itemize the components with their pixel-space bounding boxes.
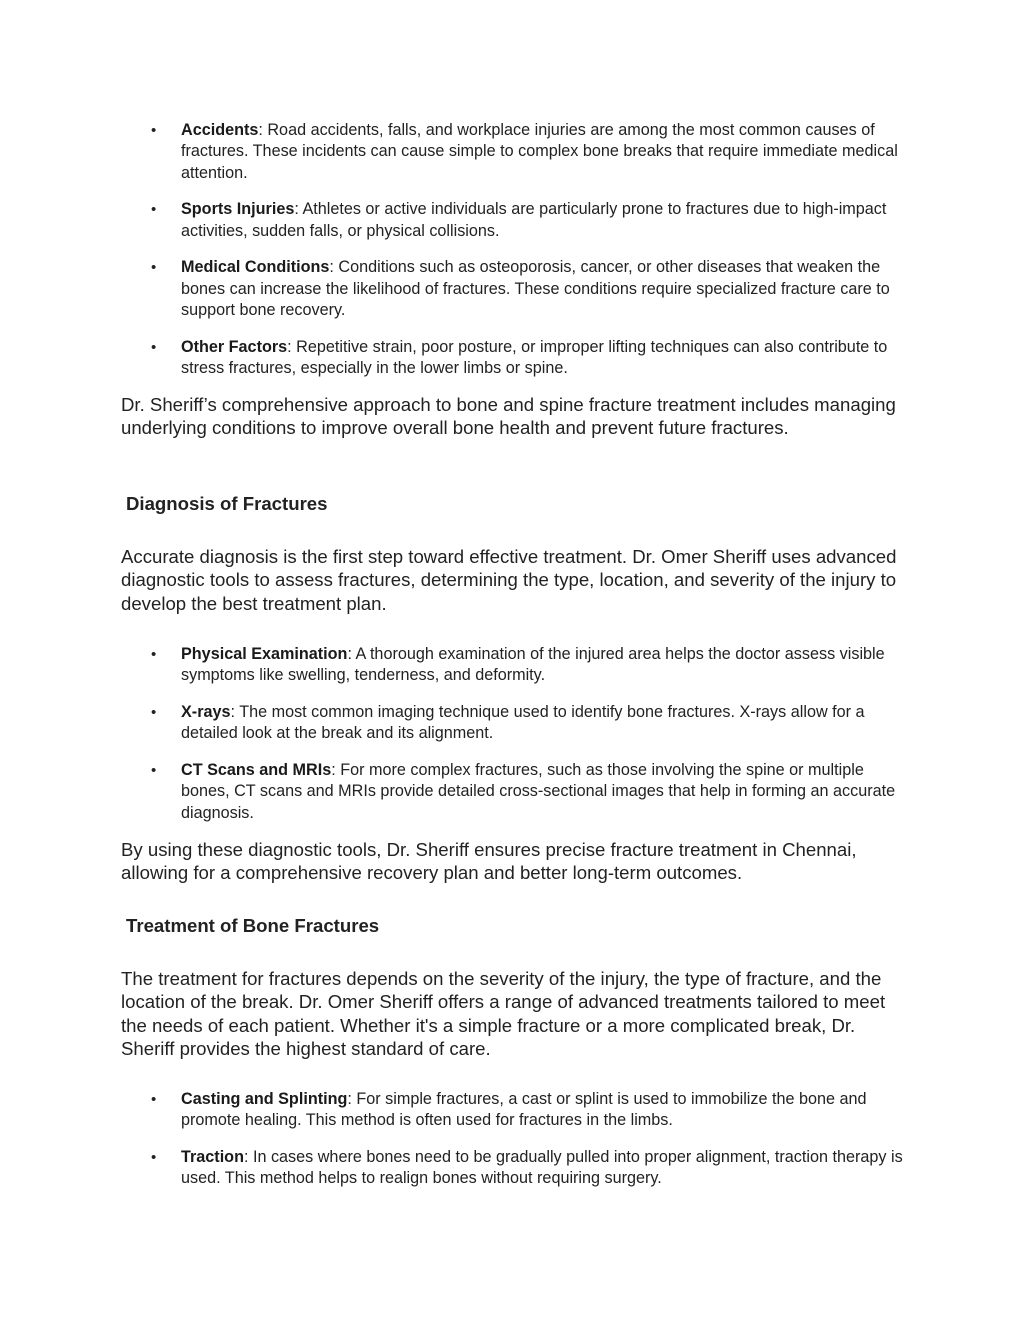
list-item-term: Casting and Splinting: [181, 1090, 348, 1108]
list-item-text: : Conditions such as osteoporosis, cancer, or other diseases that weaken the bones can increase the likelihood of fractures. These conditions require specialized fracture care to support bone recovery.: [181, 258, 890, 320]
causes-list: [0, 120, 1024, 379]
list-item-text: : In cases where bones need to be gradually pulled into proper alignment, traction therapy is used. This method helps to realign bones without requiring surgery.: [181, 1148, 903, 1188]
paragraph-approach: Dr. Sheriff’s comprehensive approach to bone and spine fracture treatment includes managing underlying conditions to improve overall bone health and prevent future fractures.: [121, 394, 896, 439]
list-item: [0, 257, 1024, 321]
list-item-text: : The most common imaging technique used to identify bone fractures. X-rays allow for a detailed look at the break and its alignment.: [181, 703, 865, 743]
bullet-icon: •: [151, 762, 157, 780]
paragraph-diagnosis-intro: Accurate diagnosis is the first step toward effective treatment. Dr. Omer Sheriff uses advanced diagnostic tools to assess fractures, determining the type, location, and severity of the injury to develop the best treatment plan.: [121, 546, 897, 614]
list-item-term: Traction: [181, 1148, 244, 1167]
list-item: [0, 644, 1024, 687]
bullet-icon: •: [151, 201, 157, 219]
treatment-list: [0, 1089, 1024, 1190]
list-item-text: : Road accidents, falls, and workplace injuries are among the most common causes of fractures. These incidents can cause simple to complex bone breaks that require immediate medical attention.: [181, 121, 898, 182]
list-item-term: Medical Conditions: [181, 258, 330, 277]
list-item-text: : Repetitive strain, poor posture, or improper lifting techniques can also contribute to stress fractures, especially in the lower limbs or spine.: [181, 337, 888, 378]
list-item-term: CT Scans and MRIs: [181, 761, 332, 780]
bullet-icon: •: [151, 1091, 157, 1108]
list-item: [0, 1147, 1024, 1190]
list-item: [0, 760, 1024, 824]
bullet-icon: •: [151, 122, 157, 139]
list-item: [0, 1089, 1024, 1132]
bullet-icon: •: [151, 646, 157, 663]
bullet-icon: •: [151, 1149, 157, 1167]
list-item: [0, 120, 1024, 184]
list-item-term: Other Factors: [181, 337, 288, 356]
list-item-term: X-rays: [181, 703, 231, 722]
bullet-icon: •: [151, 259, 157, 277]
list-item-term: Physical Examination: [181, 645, 348, 663]
list-item: [0, 337, 1024, 380]
list-item-term: Sports Injuries: [181, 200, 295, 219]
list-item-text: : A thorough examination of the injured area helps the doctor assess visible symptoms like swelling, tenderness, and deformity.: [181, 645, 885, 685]
paragraph-treatment-intro: The treatment for fractures depends on the severity of the injury, the type of fracture, and the location of the break. Dr. Omer Sheriff offers a range of advanced treatments tailored to meet the needs of each patient. Whether it's a simple fracture or a more complicated break, Dr. Sheriff provides the highest standard of care.: [121, 968, 886, 1059]
list-item-text: : For more complex fractures, such as those involving the spine or multiple bones, CT scans and MRIs provide detailed cross-sectional images that help in forming an accurate diagnosis.: [181, 761, 896, 822]
list-item: [0, 199, 1024, 242]
list-item-term: Accidents: [181, 121, 259, 139]
heading-treatment: Treatment of Bone Fractures: [126, 915, 380, 936]
list-item-text: : For simple fractures, a cast or splint is used to immobilize the bone and promote healing. This method is often used for fractures in the limbs.: [181, 1090, 867, 1130]
bullet-icon: •: [151, 704, 157, 722]
list-item: [0, 702, 1024, 745]
diagnosis-list: [0, 644, 1024, 824]
heading-diagnosis: Diagnosis of Fractures: [126, 493, 328, 514]
list-item-text: : Athletes or active individuals are particularly prone to fractures due to high-impact activities, sudden falls, or physical collisions.: [181, 200, 887, 240]
paragraph-diagnosis-outro: By using these diagnostic tools, Dr. Sheriff ensures precise fracture treatment in Chennai, allowing for a comprehensive recovery plan and better long-term outcomes.: [121, 839, 857, 884]
bullet-icon: •: [151, 338, 157, 356]
